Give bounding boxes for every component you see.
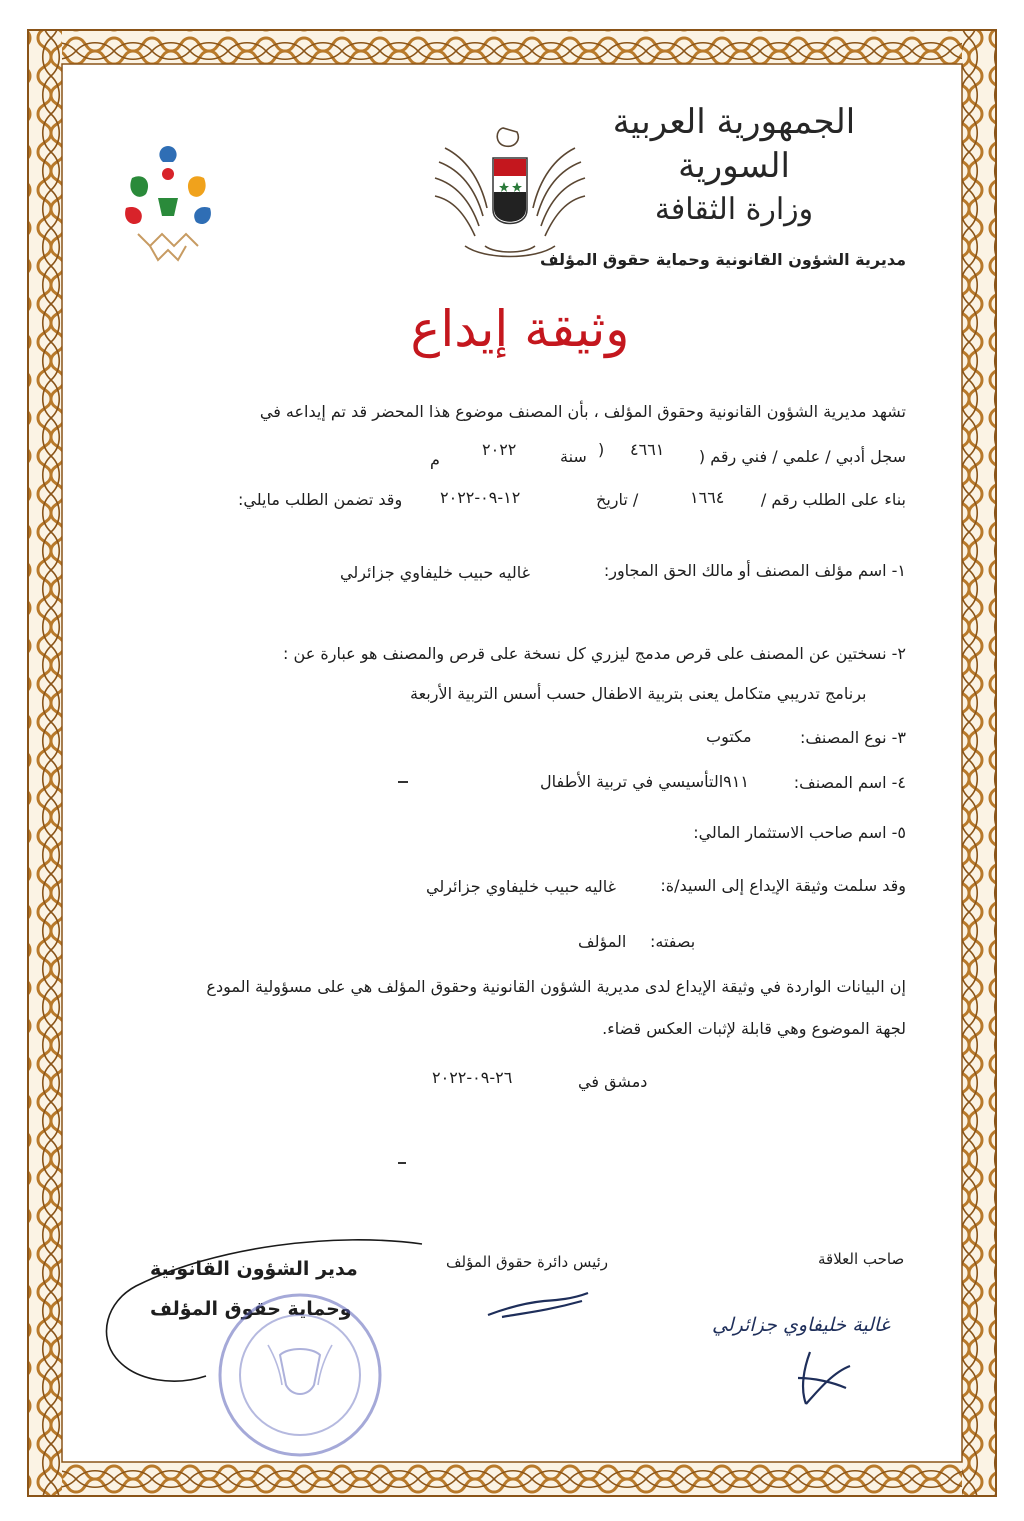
request-label: بناء على الطلب رقم / — [760, 490, 906, 509]
item1-value: غاليه حبيب خليفاوي جزائرلي — [340, 563, 530, 582]
year-suffix: م — [430, 450, 440, 469]
dash-mark-2 — [398, 1162, 406, 1164]
item3-value: مكتوب — [706, 727, 752, 746]
director-signature-icon — [96, 1226, 436, 1396]
item4-value: ٩١١التأسيسي في تربية الأطفال — [540, 772, 749, 791]
contains-label: وقد تضمن الطلب مايلي: — [238, 490, 403, 509]
year-label: سنة — [560, 447, 587, 466]
dash-mark — [398, 781, 408, 783]
owner-label: صاحب العلاقة — [818, 1250, 905, 1268]
delivery-label: وقد سلمت وثيقة الإيداع إلى السيد/ة: — [660, 876, 906, 895]
register-label: سجل أدبي / علمي / فني رقم ( — [698, 447, 906, 466]
register-number: ٤٦٦١ — [630, 440, 665, 459]
document-title: وثيقة إيداع — [410, 300, 630, 358]
issue-date: ٢٦-٠٩-٢٠٢٢ — [432, 1068, 513, 1087]
disclaimer-line-1: إن البيانات الواردة في وثيقة الإيداع لدى مديرية الشؤون القانونية وحقوق المؤلف هي على مسؤولية المودع — [206, 977, 906, 996]
place-label: دمشق في — [578, 1072, 648, 1091]
item2-line-2: برنامج تدريبي متكامل يعنى بتربية الاطفال حسب أسس التربية الأربعة — [410, 684, 867, 703]
director-line-2: وحماية حقوق المؤلف — [150, 1298, 352, 1320]
delivery-name: غاليه حبيب خليفاوي جزائرلي — [426, 877, 616, 896]
head-label: رئيس دائرة حقوق المؤلف — [446, 1253, 609, 1271]
capacity-label: بصفته: — [650, 932, 696, 951]
request-date: ١٢-٠٩-٢٠٢٢ — [440, 488, 521, 507]
item5-label: ٥- اسم صاحب الاستثمار المالي: — [693, 823, 906, 842]
date-label: / تاريخ — [596, 490, 639, 509]
header-block — [564, 100, 904, 232]
owner-handwritten-name: غالية خليفاوي جزائرلي — [712, 1314, 890, 1336]
disclaimer-line-2: لجهة الموضوع وهي قابلة لإثبات العكس قضاء. — [602, 1019, 906, 1038]
intro-line-1: تشهد مديرية الشؤون القانونية وحقوق المؤلف ، بأن المصنف موضوع هذا المحضر قد تم إيداعه في — [259, 402, 906, 421]
year-value: ٢٠٢٢ — [482, 440, 517, 459]
head-signature-icon — [484, 1285, 594, 1325]
syrian-eagle-emblem-icon — [425, 118, 595, 268]
director-line-1: مدير الشؤون القانونية — [150, 1258, 358, 1280]
register-close: ) — [598, 440, 605, 459]
owner-signature-icon — [790, 1348, 860, 1408]
item3-label: ٣- نوع المصنف: — [799, 728, 906, 747]
republic-title: الجمهورية العربية السورية — [612, 102, 856, 186]
request-number: ١٦٦٤ — [690, 488, 725, 507]
ministry-title: وزارة الثقافة — [654, 192, 814, 227]
item4-label: ٤- اسم المصنف: — [793, 773, 906, 792]
capacity-value: المؤلف — [578, 932, 627, 951]
ministry-culture-logo-icon — [118, 138, 218, 268]
item1-label: ١- اسم مؤلف المصنف أو مالك الحق المجاور: — [603, 561, 906, 580]
directorate-title: مديرية الشؤون القانونية وحماية حقوق المؤلف — [540, 250, 906, 269]
item2-line-1: ٢- نسختين عن المصنف على قرص مدمج ليزري كل نسخة على قرص والمصنف هو عبارة عن : — [283, 644, 906, 663]
